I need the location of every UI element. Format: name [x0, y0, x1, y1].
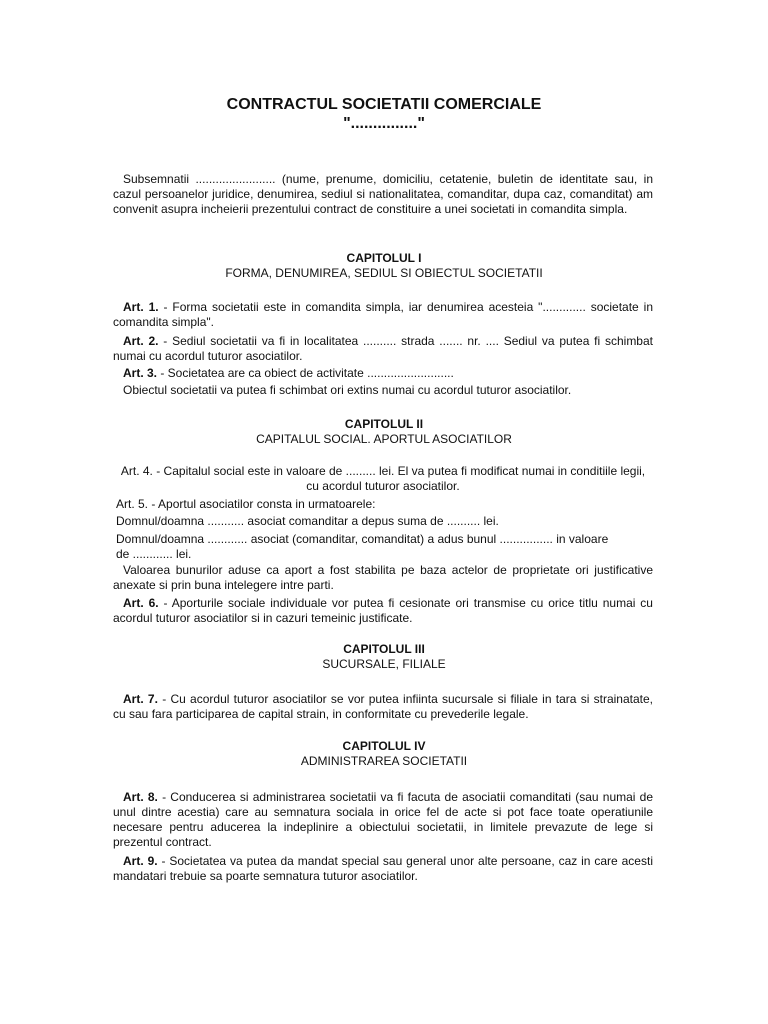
article-9-label: Art. 9. — [123, 854, 158, 868]
intro-text: Subsemnatii ........................ (nume, prenume, domiciliu, cetatenie, buletin de identitate sau, in cazul persoanelor juridice, denumirea, sediul si nationalitatea, comanditar, dupa caz, comanditat) am convenit asupra incheierii prezentului contract de constituire a unei societati in comandita simpla. — [113, 172, 653, 216]
article-1-text: - Forma societatii este in comandita simpla, iar denumirea acesteia "............. societate in comandita simpla". — [113, 300, 653, 329]
article-7-text: - Cu acordul tuturor asociatilor se vor putea infiinta sucursale si filiale in tara si strainatate, cu sau fara participarea de capital strain, in conformitate cu prevederile legale. — [113, 692, 653, 721]
article-3-label: Art. 3. — [123, 366, 158, 380]
article-5: Art. 5. - Aportul asociatilor consta in urmatoarele: — [116, 497, 376, 511]
article-6-text: - Aporturile sociale individuale vor putea fi cesionate ori transmise cu orice titlu numai cu acordul tuturor asociatilor si in cazuri temeinic justificate. — [113, 596, 653, 625]
intro-paragraph — [113, 172, 653, 217]
company-name-placeholder: "..............." — [343, 115, 425, 132]
article-8-text: - Conducerea si administrarea societatii va fi facuta de asociatii comanditati (sau numai de unul dintre acestia) care au semnatura sociala in orice fel de acte si pot face toate operatiunile necesare pentru aducerea la indeplinire a obiectului societatii, in limitele prevazute de lege si prezentul contract. — [113, 790, 654, 849]
article-5-line-1: Domnul/doamna ........... asociat comanditar a depus suma de .......... lei. — [116, 514, 499, 528]
chapter-1-heading: CAPITOLUL I — [346, 251, 422, 265]
article-8-label: Art. 8. — [123, 790, 158, 804]
article-9-text: - Societatea va putea da mandat special sau general unor alte persoane, caz in care acesti mandatari trebuie sa poarte semnatura tuturor asociatilor. — [113, 854, 653, 883]
article-1 — [113, 300, 653, 330]
chapter-2-heading: CAPITOLUL II — [344, 417, 424, 431]
article-2 — [113, 334, 653, 364]
article-5-line-2: Domnul/doamna ............ asociat (comanditar, comanditat) a adus bunul ................ in valoare de ............ lei. — [116, 532, 609, 561]
chapter-3-subtitle: SUCURSALE, FILIALE — [322, 657, 446, 671]
article-7 — [113, 692, 653, 722]
article-7-label: Art. 7. — [123, 692, 158, 706]
chapter-2-subtitle: CAPITALUL SOCIAL. APORTUL ASOCIATILOR — [256, 432, 512, 446]
article-4: Art. 4. - Capitalul social este in valoare de ......... lei. El va putea fi modificat numai in conditiile legii, cu acordul tuturor asociatilor. — [120, 464, 646, 493]
article-3-extra-text: Obiectul societatii va putea fi schimbat ori extins numai cu acordul tuturor asociatilor. — [123, 383, 572, 397]
chapter-3-heading: CAPITOLUL III — [343, 642, 425, 656]
article-2-text: - Sediul societatii va fi in localitatea .......... strada ....... nr. .... Sediul va putea fi schimbat numai cu acordul tuturor asociatilor. — [113, 334, 653, 363]
article-1-label: Art. 1. — [123, 300, 159, 314]
article-3-extra — [113, 383, 653, 398]
article-9 — [113, 854, 653, 884]
article-5-value — [113, 563, 653, 593]
article-2-label: Art. 2. — [123, 334, 159, 348]
article-6 — [113, 596, 653, 626]
article-8 — [113, 790, 653, 850]
document-title: CONTRACTUL SOCIETATII COMERCIALE — [226, 96, 542, 113]
chapter-4-subtitle: ADMINISTRAREA SOCIETATII — [300, 754, 468, 768]
chapter-1-subtitle: FORMA, DENUMIREA, SEDIUL SI OBIECTUL SOCIETATII — [225, 266, 543, 280]
article-3 — [113, 366, 653, 381]
article-5-value-text: Valoarea bunurilor aduse ca aport a fost stabilita pe baza actelor de proprietate ori justificative anexate si prin buna intelegere intre parti. — [113, 563, 653, 592]
chapter-4-heading: CAPITOLUL IV — [342, 739, 426, 753]
article-3-text: - Societatea are ca obiect de activitate .......................... — [157, 366, 454, 380]
article-6-label: Art. 6. — [123, 596, 159, 610]
